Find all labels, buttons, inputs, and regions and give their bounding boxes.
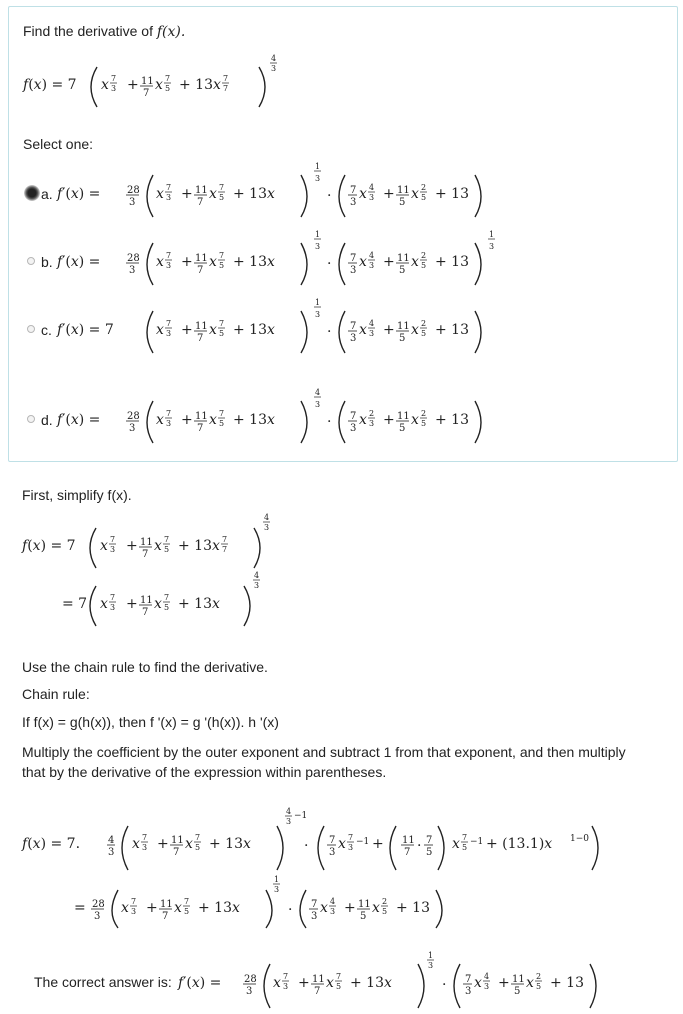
svg-text:3: 3	[283, 982, 289, 991]
svg-text:7: 7	[111, 74, 117, 83]
svg-text:11: 11	[140, 537, 153, 548]
svg-text:7: 7	[350, 185, 357, 196]
svg-text:3: 3	[329, 847, 336, 858]
function-definition	[23, 51, 293, 109]
svg-text:3: 3	[254, 581, 260, 590]
svg-text:3: 3	[369, 261, 375, 270]
svg-text:4: 4	[286, 807, 292, 816]
option-d-label: d.	[41, 412, 53, 428]
svg-text:3: 3	[369, 419, 375, 428]
svg-text:f′(x) = 7: f′(x) = 7	[57, 322, 114, 338]
solution-explanation: Multiply the coefficient by the outer exponent and subtract 1 from that exponent, and then multiply that by the derivative of the expression within parentheses.	[22, 744, 626, 780]
svg-text:3: 3	[311, 911, 318, 922]
svg-text:7: 7	[350, 321, 357, 332]
svg-text:2: 2	[421, 409, 427, 418]
svg-text:3: 3	[264, 523, 270, 532]
svg-text:·: ·	[442, 977, 447, 993]
svg-text:11: 11	[397, 253, 410, 264]
radio-option-a[interactable]	[24, 185, 40, 201]
svg-text:+: +	[181, 186, 193, 202]
option-c-formula	[57, 298, 507, 355]
svg-text:+ 13: + 13	[435, 186, 469, 202]
svg-text:7: 7	[166, 319, 172, 328]
svg-text:x: x	[411, 412, 419, 428]
svg-text:5: 5	[219, 193, 225, 202]
svg-text:+: +	[126, 538, 138, 554]
svg-text:5: 5	[462, 843, 468, 852]
svg-text:x: x	[474, 975, 482, 991]
svg-text:2: 2	[369, 409, 375, 418]
svg-text:7: 7	[462, 833, 468, 842]
svg-text:7: 7	[222, 545, 228, 554]
svg-text:7: 7	[142, 607, 149, 618]
svg-text:x: x	[132, 836, 140, 852]
svg-text:x: x	[156, 254, 164, 270]
svg-text:7: 7	[164, 593, 170, 602]
svg-text:+: +	[372, 836, 384, 852]
svg-text:28: 28	[127, 253, 140, 264]
svg-text:·: ·	[288, 902, 293, 918]
svg-text:·: ·	[327, 256, 332, 272]
svg-text:+: +	[181, 254, 193, 270]
svg-text:11: 11	[195, 321, 208, 332]
svg-text:3: 3	[110, 603, 116, 612]
svg-text:11: 11	[141, 76, 154, 87]
svg-text:+ 13: + 13	[435, 254, 469, 270]
svg-text:3: 3	[166, 261, 172, 270]
svg-text:7: 7	[166, 409, 172, 418]
svg-text:−1: −1	[356, 837, 370, 847]
svg-text:28: 28	[92, 899, 105, 910]
svg-text:7: 7	[197, 265, 204, 276]
svg-text:7: 7	[283, 972, 289, 981]
svg-text:3: 3	[315, 400, 321, 409]
svg-text:5: 5	[421, 261, 427, 270]
svg-text:x: x	[154, 538, 162, 554]
svg-text:11: 11	[397, 185, 410, 196]
svg-text:·: ·	[304, 838, 309, 854]
svg-text:x: x	[411, 322, 419, 338]
svg-text:f′(x) =: f′(x) =	[57, 254, 101, 270]
svg-text:4: 4	[369, 183, 375, 192]
svg-text:+: +	[127, 77, 139, 93]
svg-text:+: +	[146, 900, 158, 916]
svg-text:5: 5	[164, 603, 170, 612]
svg-text:7: 7	[142, 549, 149, 560]
svg-text:11: 11	[512, 974, 525, 985]
svg-text:+ 13x: + 13x	[233, 186, 275, 202]
svg-text:x: x	[174, 900, 182, 916]
svg-text:5: 5	[360, 911, 367, 922]
svg-text:3: 3	[315, 242, 321, 251]
svg-text:3: 3	[315, 310, 321, 319]
derivative-computation	[22, 808, 652, 928]
svg-text:7: 7	[166, 183, 172, 192]
svg-text:11: 11	[402, 835, 415, 846]
svg-text:11: 11	[140, 595, 153, 606]
select-one-label: Select one:	[23, 136, 94, 152]
svg-text:3: 3	[286, 817, 292, 826]
svg-text:4: 4	[315, 388, 321, 397]
svg-text:3: 3	[129, 423, 136, 434]
svg-text:1: 1	[274, 875, 280, 884]
svg-text:·: ·	[417, 838, 422, 854]
svg-text:28: 28	[127, 185, 140, 196]
svg-text:x: x	[359, 412, 367, 428]
svg-text:5: 5	[421, 193, 427, 202]
svg-text:+: +	[383, 412, 395, 428]
svg-text:1: 1	[315, 298, 321, 307]
svg-text:+: +	[181, 412, 193, 428]
svg-text:f(x) = 7.: f(x) = 7.	[22, 836, 81, 852]
svg-text:7: 7	[348, 833, 354, 842]
svg-text:3: 3	[484, 982, 490, 991]
svg-text:+ 13: + 13	[550, 975, 584, 991]
svg-text:+: +	[383, 322, 395, 338]
option-b[interactable]	[27, 230, 527, 281]
svg-text:1: 1	[315, 162, 321, 171]
svg-text:f′(x) =: f′(x) =	[57, 412, 101, 428]
svg-text:7: 7	[336, 972, 342, 981]
svg-text:3: 3	[350, 423, 357, 434]
svg-text:7: 7	[110, 593, 116, 602]
option-a-formula	[57, 162, 507, 219]
svg-text:2: 2	[421, 319, 427, 328]
svg-text:+: +	[344, 900, 356, 916]
chain-rule-label: Chain rule:	[22, 686, 90, 702]
svg-text:x: x	[100, 596, 108, 612]
svg-text:5: 5	[426, 847, 433, 858]
svg-text:3: 3	[166, 419, 172, 428]
svg-text:3: 3	[166, 193, 172, 202]
svg-text:7: 7	[219, 183, 225, 192]
svg-text:11: 11	[397, 321, 410, 332]
option-b-formula	[57, 230, 527, 287]
svg-text:7: 7	[222, 535, 228, 544]
question-prompt	[23, 23, 185, 40]
radio-option-d[interactable]	[27, 415, 35, 423]
svg-text:5: 5	[336, 982, 342, 991]
svg-text:7: 7	[465, 974, 472, 985]
svg-text:x: x	[156, 186, 164, 202]
svg-text:3: 3	[315, 174, 321, 183]
svg-text:5: 5	[195, 843, 201, 852]
svg-text:+: +	[298, 975, 310, 991]
svg-text:7: 7	[219, 319, 225, 328]
svg-text:3: 3	[350, 265, 357, 276]
svg-text:=: =	[74, 900, 86, 916]
svg-text:3: 3	[428, 961, 434, 970]
svg-text:+ 13: + 13	[396, 900, 430, 916]
svg-text:+ 13x: + 13x	[209, 836, 251, 852]
svg-text:x: x	[338, 836, 346, 852]
svg-text:11: 11	[312, 974, 325, 985]
svg-text:3: 3	[129, 197, 136, 208]
svg-text:28: 28	[244, 974, 257, 985]
svg-text:x: x	[411, 254, 419, 270]
svg-text:4: 4	[330, 897, 336, 906]
svg-text:11: 11	[195, 185, 208, 196]
svg-text:3: 3	[330, 907, 336, 916]
option-d[interactable]	[27, 388, 507, 439]
svg-text:5: 5	[421, 329, 427, 338]
svg-text:x: x	[121, 900, 129, 916]
svg-text:5: 5	[219, 329, 225, 338]
svg-text:x: x	[101, 77, 109, 93]
svg-text:f′(x) =: f′(x) =	[178, 975, 222, 991]
svg-text:3: 3	[348, 843, 354, 852]
svg-text:+: +	[383, 254, 395, 270]
svg-text:x: x	[156, 322, 164, 338]
svg-text:2: 2	[421, 183, 427, 192]
svg-text:3: 3	[94, 911, 101, 922]
svg-text:+ 13x: + 13x	[233, 254, 275, 270]
solution-step-chain: Use the chain rule to find the derivative.	[22, 659, 268, 675]
svg-text:+: +	[181, 322, 193, 338]
svg-text:11: 11	[195, 411, 208, 422]
option-b-label: b.	[41, 254, 53, 270]
svg-text:7: 7	[142, 833, 148, 842]
svg-text:7: 7	[404, 847, 411, 858]
svg-text:7: 7	[166, 251, 172, 260]
svg-text:x: x	[156, 412, 164, 428]
svg-text:+ 13: + 13	[178, 538, 212, 554]
svg-text:7: 7	[184, 897, 190, 906]
svg-text:3: 3	[489, 242, 495, 251]
svg-text:+ 13x: + 13x	[233, 322, 275, 338]
svg-text:3: 3	[166, 329, 172, 338]
svg-text:7: 7	[131, 897, 137, 906]
svg-text:5: 5	[399, 197, 406, 208]
svg-text:x: x	[155, 77, 163, 93]
svg-text:x: x	[526, 975, 534, 991]
prompt-text: Find the derivative of	[23, 23, 153, 39]
svg-text:2: 2	[382, 897, 388, 906]
svg-text:3: 3	[271, 64, 277, 73]
svg-text:7: 7	[350, 411, 357, 422]
option-c[interactable]	[27, 298, 507, 349]
svg-text:7: 7	[162, 911, 169, 922]
svg-text:·: ·	[327, 324, 332, 340]
svg-text:+ 13x: + 13x	[350, 975, 392, 991]
svg-text:11: 11	[195, 253, 208, 264]
svg-text:f(x) = 7: f(x) = 7	[23, 77, 77, 93]
svg-text:7: 7	[350, 253, 357, 264]
svg-text:·: ·	[327, 188, 332, 204]
svg-text:x: x	[411, 186, 419, 202]
svg-text:5: 5	[165, 84, 171, 93]
svg-text:−1: −1	[470, 837, 484, 847]
svg-text:7: 7	[164, 535, 170, 544]
svg-text:x: x	[209, 254, 217, 270]
svg-text:11: 11	[171, 835, 184, 846]
svg-text:7: 7	[219, 251, 225, 260]
svg-text:4: 4	[264, 513, 270, 522]
svg-text:x: x	[326, 975, 334, 991]
svg-text:7: 7	[426, 835, 433, 846]
svg-text:7: 7	[219, 409, 225, 418]
svg-text:3: 3	[369, 329, 375, 338]
svg-text:x: x	[359, 186, 367, 202]
svg-text:+: +	[157, 836, 169, 852]
svg-text:x: x	[372, 900, 380, 916]
svg-text:x: x	[320, 900, 328, 916]
svg-text:3: 3	[350, 197, 357, 208]
svg-text:x: x	[209, 322, 217, 338]
svg-text:7: 7	[314, 986, 321, 997]
svg-text:5: 5	[399, 265, 406, 276]
svg-text:−1: −1	[294, 811, 308, 821]
svg-text:4: 4	[108, 835, 115, 846]
svg-text:2: 2	[536, 972, 542, 981]
svg-text:5: 5	[164, 545, 170, 554]
svg-text:7: 7	[311, 899, 318, 910]
svg-text:f(x) = 7: f(x) = 7	[22, 538, 76, 554]
svg-text:5: 5	[514, 986, 521, 997]
svg-text:x: x	[154, 596, 162, 612]
svg-text:5: 5	[536, 982, 542, 991]
svg-text:5: 5	[399, 333, 406, 344]
svg-text:3: 3	[465, 986, 472, 997]
svg-text:7: 7	[223, 84, 229, 93]
svg-text:3: 3	[131, 907, 137, 916]
svg-text:x: x	[100, 538, 108, 554]
svg-text:3: 3	[246, 986, 253, 997]
simplify-equation	[22, 512, 302, 630]
svg-text:3: 3	[274, 885, 280, 894]
svg-text:x: x	[452, 836, 460, 852]
svg-text:5: 5	[184, 907, 190, 916]
solution-step-simplify: First, simplify f(x).	[22, 487, 132, 503]
question-box	[8, 6, 678, 462]
svg-text:3: 3	[129, 265, 136, 276]
radio-option-b[interactable]	[27, 257, 35, 265]
svg-text:+ 13x: + 13x	[233, 412, 275, 428]
svg-text:x: x	[359, 322, 367, 338]
radio-option-c[interactable]	[27, 325, 35, 333]
chain-rule-formula: If f(x) = g(h(x)), then f '(x) = g '(h(x)). h '(x)	[22, 714, 279, 730]
svg-text:7: 7	[197, 197, 204, 208]
svg-text:3: 3	[350, 333, 357, 344]
svg-text:+ (13.1)x: + (13.1)x	[486, 836, 553, 852]
svg-text:11: 11	[397, 411, 410, 422]
svg-text:+ 13x: + 13x	[198, 900, 240, 916]
svg-text:+: +	[126, 596, 138, 612]
svg-text:5: 5	[219, 261, 225, 270]
svg-text:x: x	[213, 77, 221, 93]
svg-text:3: 3	[111, 84, 117, 93]
prompt-function: f(x).	[156, 24, 186, 40]
svg-text:4: 4	[254, 571, 260, 580]
svg-text:x: x	[185, 836, 193, 852]
svg-text:4: 4	[271, 54, 277, 63]
svg-text:1: 1	[489, 230, 495, 239]
svg-text:x: x	[209, 412, 217, 428]
svg-text:= 7: = 7	[62, 596, 88, 612]
svg-text:11: 11	[160, 899, 173, 910]
svg-text:3: 3	[108, 847, 115, 858]
svg-text:x: x	[359, 254, 367, 270]
svg-text:7: 7	[197, 423, 204, 434]
option-a[interactable]	[27, 162, 507, 213]
option-a-label: a.	[41, 186, 53, 202]
svg-text:7: 7	[165, 74, 171, 83]
svg-text:+: +	[383, 186, 395, 202]
svg-text:1: 1	[428, 951, 434, 960]
svg-text:+ 13: + 13	[179, 77, 213, 93]
svg-text:3: 3	[142, 843, 148, 852]
svg-text:·: ·	[327, 414, 332, 430]
svg-text:x: x	[212, 538, 220, 554]
option-c-label: c.	[41, 322, 52, 338]
svg-text:5: 5	[382, 907, 388, 916]
svg-text:4: 4	[484, 972, 490, 981]
svg-text:f′(x) =: f′(x) =	[57, 186, 101, 202]
svg-text:4: 4	[369, 251, 375, 260]
svg-text:2: 2	[421, 251, 427, 260]
svg-text:7: 7	[223, 74, 229, 83]
svg-text:7: 7	[197, 333, 204, 344]
svg-text:3: 3	[110, 545, 116, 554]
correct-answer-formula	[178, 952, 618, 1010]
svg-text:7: 7	[143, 88, 150, 99]
svg-text:7: 7	[329, 835, 336, 846]
svg-text:x: x	[209, 186, 217, 202]
svg-text:+ 13x: + 13x	[178, 596, 220, 612]
correct-answer-label: The correct answer is:	[34, 974, 172, 990]
svg-text:7: 7	[110, 535, 116, 544]
option-d-formula	[57, 388, 507, 445]
svg-text:x: x	[273, 975, 281, 991]
svg-text:7: 7	[195, 833, 201, 842]
svg-text:4: 4	[369, 319, 375, 328]
svg-text:+ 13: + 13	[435, 322, 469, 338]
svg-text:1−0: 1−0	[570, 834, 589, 844]
svg-text:3: 3	[369, 193, 375, 202]
svg-text:5: 5	[399, 423, 406, 434]
svg-text:1: 1	[315, 230, 321, 239]
svg-text:5: 5	[421, 419, 427, 428]
svg-text:7: 7	[173, 847, 180, 858]
svg-text:5: 5	[219, 419, 225, 428]
svg-text:+: +	[498, 975, 510, 991]
svg-text:+ 13: + 13	[435, 412, 469, 428]
svg-text:11: 11	[358, 899, 371, 910]
svg-text:28: 28	[127, 411, 140, 422]
